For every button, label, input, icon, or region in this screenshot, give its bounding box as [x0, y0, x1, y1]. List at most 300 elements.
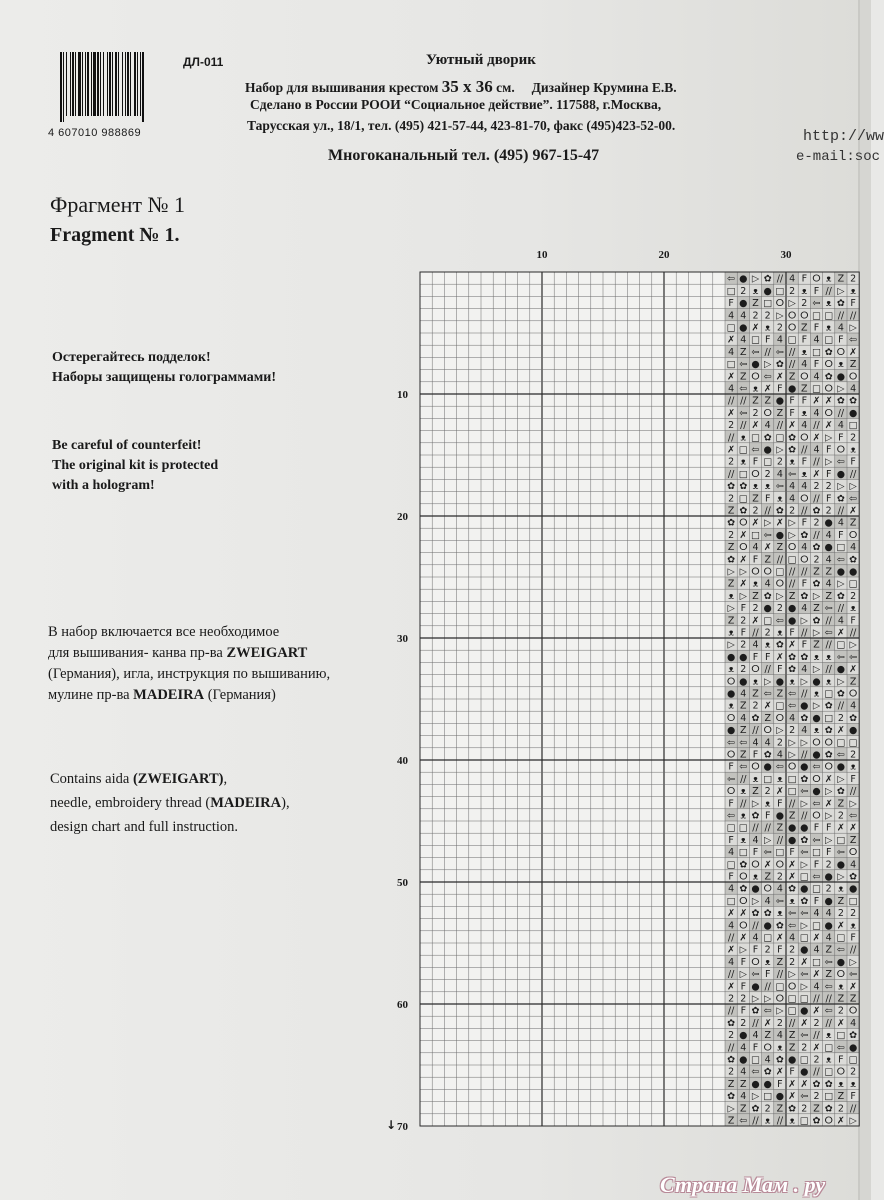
- stitch-symbol: F: [813, 359, 820, 371]
- stitch-symbol: ⵔ: [800, 310, 809, 322]
- stitch-symbol: ᴥ: [764, 798, 771, 810]
- stitch-symbol: ᴥ: [825, 676, 832, 688]
- stitch-symbol: Z: [825, 944, 832, 956]
- stitch-symbol: 4: [801, 542, 808, 554]
- stitch-symbol: ⇦: [763, 688, 772, 700]
- stitch-symbol: ●: [812, 749, 821, 761]
- stitch-symbol: ⇦: [739, 761, 748, 773]
- stitch-symbol: ●: [812, 712, 821, 724]
- stitch-symbol: ⇦: [739, 737, 748, 749]
- stitch-symbol: ⇦: [812, 871, 821, 883]
- stitch-symbol: ●: [726, 651, 736, 663]
- stitch-symbol: ✿: [739, 883, 748, 895]
- stitch-symbol: 4: [813, 981, 820, 993]
- stitch-symbol: ⇦: [812, 798, 821, 810]
- stitch-symbol: ●: [836, 468, 846, 480]
- barcode-bar: [91, 52, 92, 116]
- stitch-symbol: Z: [837, 798, 845, 810]
- stitch-symbol: 4: [850, 383, 857, 395]
- stitch-symbol: 2: [740, 1017, 747, 1029]
- stitch-symbol: ⵔ: [787, 322, 797, 334]
- stitch-symbol: ●: [824, 871, 833, 883]
- stitch-symbol: Z: [740, 371, 747, 383]
- stitch-symbol: //: [801, 627, 808, 639]
- stitch-symbol: Z: [776, 688, 784, 700]
- stitch-symbol: ✗: [849, 981, 858, 993]
- stitch-symbol: □: [775, 285, 785, 297]
- stitch-symbol: //: [788, 1017, 796, 1029]
- stitch-symbol: ⇦: [836, 944, 845, 956]
- stitch-symbol: ⇦: [836, 456, 845, 468]
- stitch-symbol: ᴥ: [764, 481, 771, 493]
- stitch-symbol: ⇦: [775, 895, 784, 907]
- stitch-symbol: 4: [740, 712, 747, 724]
- stitch-symbol: 2: [813, 481, 820, 493]
- stitch-symbol: ✿: [800, 651, 809, 663]
- kit-size-unit: см.: [496, 80, 515, 95]
- stitch-symbol: 2: [837, 908, 844, 920]
- stitch-symbol: □: [763, 298, 773, 310]
- stitch-symbol: ▷: [776, 725, 784, 737]
- stitch-symbol: ▷: [776, 444, 784, 456]
- stitch-symbol: ▷: [727, 1103, 735, 1115]
- stitch-symbol: 4: [776, 468, 783, 480]
- stitch-symbol: 4: [728, 310, 735, 322]
- stitch-symbol: □: [787, 786, 797, 798]
- stitch-symbol: ▷: [788, 298, 796, 310]
- stitch-symbol: ᴥ: [850, 1078, 856, 1090]
- stitch-symbol: ▷: [751, 993, 760, 1005]
- stitch-symbol: 2: [801, 298, 808, 310]
- stitch-symbol: ▷: [764, 993, 772, 1005]
- stitch-symbol: ✗: [836, 1115, 845, 1127]
- stitch-symbol: //: [788, 578, 796, 590]
- stitch-symbol: ▷: [800, 920, 808, 932]
- stitch-symbol: □: [763, 1091, 773, 1103]
- stitch-symbol: ⵔ: [787, 542, 797, 554]
- stitch-symbol: 2: [752, 407, 759, 419]
- stitch-symbol: 4: [813, 944, 820, 956]
- stitch-symbol: F: [764, 651, 771, 663]
- stitch-symbol: □: [812, 883, 821, 895]
- stitch-symbol: 2: [740, 285, 747, 297]
- stitch-symbol: ᴥ: [850, 761, 856, 773]
- stitch-symbol: ✿: [763, 908, 772, 920]
- stitch-symbol: F: [789, 627, 795, 639]
- stitch-symbol: 2: [728, 993, 735, 1005]
- stitch-symbol: ✿: [788, 883, 797, 895]
- stitch-symbol: F: [850, 615, 856, 627]
- stitch-symbol: ✗: [836, 725, 845, 737]
- stitch-symbol: ᴥ: [789, 895, 795, 907]
- barcode-bar: [97, 52, 99, 116]
- stitch-symbol: ✗: [727, 981, 736, 993]
- barcode-bar: [63, 52, 64, 122]
- stitch-symbol: ▷: [788, 749, 796, 761]
- stitch-symbol: ▷: [812, 700, 821, 712]
- warning-line: The original kit is protected: [52, 458, 219, 473]
- stitch-symbol: ᴥ: [825, 1054, 832, 1066]
- stitch-symbol: //: [727, 468, 735, 480]
- stitch-symbol: ✿: [727, 1091, 736, 1103]
- stitch-symbol: 2: [764, 786, 771, 798]
- stitch-symbol: ✗: [739, 908, 748, 920]
- stitch-symbol: 2: [813, 1054, 820, 1066]
- barcode-bar: [107, 52, 108, 116]
- barcode-bar: [109, 52, 111, 116]
- stitch-symbol: ⇦: [849, 810, 858, 822]
- stitch-symbol: 4: [728, 847, 735, 859]
- stitch-symbol: □: [799, 932, 809, 944]
- stitch-symbol: ▷: [739, 944, 747, 956]
- stitch-symbol: □: [775, 847, 785, 859]
- stitch-symbol: ●: [800, 1066, 809, 1078]
- stitch-symbol: 4: [764, 420, 771, 432]
- stitch-symbol: ✗: [727, 944, 736, 956]
- stitch-symbol: //: [825, 615, 832, 627]
- stitch-symbol: ✗: [812, 969, 821, 981]
- stitch-symbol: □: [763, 932, 773, 944]
- stitch-symbol: //: [764, 664, 771, 676]
- stitch-symbol: ⵔ: [751, 956, 760, 968]
- stitch-symbol: ✗: [775, 1066, 784, 1078]
- stitch-symbol: Z: [727, 615, 735, 627]
- stitch-symbol: ⇦: [824, 956, 833, 968]
- stitch-symbol: //: [776, 834, 784, 846]
- stitch-symbol: ᴥ: [777, 493, 783, 505]
- stitch-symbol: ●: [824, 542, 833, 554]
- stitch-symbol: F: [752, 651, 759, 663]
- stitch-symbol: ✿: [763, 273, 772, 285]
- stitch-symbol: 4: [825, 578, 832, 590]
- manufacturer-line: Сделано в России РООИ “Социальное действие”. 117588, г.Москва,: [250, 97, 662, 112]
- stitch-symbol: ●: [775, 1091, 785, 1103]
- stitch-symbol: ᴥ: [850, 603, 856, 615]
- stitch-symbol: Z: [776, 542, 784, 554]
- stitch-symbol: 4: [801, 725, 808, 737]
- stitch-symbol: ●: [726, 688, 736, 700]
- stitch-symbol: ●: [787, 603, 797, 615]
- stitch-symbol: □: [836, 834, 846, 846]
- stitch-symbol: ✗: [824, 395, 833, 407]
- contents-text: ),: [281, 795, 290, 811]
- stitch-symbol: ✗: [836, 920, 845, 932]
- stitch-symbol: //: [727, 432, 735, 444]
- stitch-symbol: ●: [800, 883, 809, 895]
- stitch-symbol: ⵔ: [775, 859, 785, 871]
- warning-line: with a hologram!: [52, 478, 155, 493]
- stitch-symbol: □: [726, 285, 736, 297]
- stitch-symbol: ⇦: [775, 761, 784, 773]
- stitch-symbol: ⵔ: [775, 578, 785, 590]
- stitch-symbol: F: [764, 334, 771, 346]
- stitch-symbol: ●: [763, 1078, 772, 1090]
- stitch-symbol: ⵔ: [836, 444, 846, 456]
- stitch-symbol: 4: [837, 517, 844, 529]
- stitch-symbol: 2: [813, 1017, 820, 1029]
- stitch-symbol: ●: [800, 822, 809, 834]
- stitch-symbol: ●: [800, 1005, 809, 1017]
- stitch-symbol: F: [752, 554, 759, 566]
- stitch-symbol: Z: [727, 505, 735, 517]
- stitch-symbol: ⇦: [849, 493, 858, 505]
- stitch-symbol: ✿: [727, 517, 736, 529]
- barcode-bar: [75, 52, 76, 116]
- stitch-symbol: ▷: [825, 834, 833, 846]
- stitch-symbol: □: [751, 334, 760, 346]
- stitch-symbol: ⵔ: [800, 432, 809, 444]
- stitch-symbol: ▷: [764, 676, 772, 688]
- stitch-symbol: ●: [739, 273, 748, 285]
- barcode-bar: [72, 52, 74, 116]
- stitch-symbol: □: [726, 322, 736, 334]
- stitch-symbol: ⇦: [727, 737, 736, 749]
- stitch-symbol: //: [740, 395, 747, 407]
- stitch-symbol: //: [849, 786, 857, 798]
- stitch-symbol: ✿: [763, 432, 772, 444]
- stitch-symbol: ✗: [800, 1017, 809, 1029]
- stitch-symbol: F: [825, 847, 832, 859]
- stitch-symbol: ⇦: [824, 603, 833, 615]
- stitch-symbol: //: [825, 285, 832, 297]
- brand-zweigart: (ZWEIGART): [132, 771, 224, 787]
- warning-line: Остерегайтесь подделок!: [52, 350, 211, 365]
- stitch-symbol: ⇦: [800, 908, 809, 920]
- stitch-symbol: ⇦: [849, 334, 858, 346]
- stitch-symbol: ✗: [775, 517, 784, 529]
- stitch-symbol: F: [838, 432, 844, 444]
- stitch-symbol: ▷: [849, 956, 857, 968]
- stitch-symbol: ▷: [837, 383, 845, 395]
- stitch-symbol: ✿: [849, 871, 858, 883]
- stitch-symbol: Z: [825, 590, 832, 602]
- stitch-symbol: ▷: [849, 639, 857, 651]
- stitch-symbol: ✿: [812, 615, 821, 627]
- stitch-symbol: ⵔ: [824, 407, 833, 419]
- stitch-symbol: 4: [801, 664, 808, 676]
- stitch-symbol: ✗: [788, 639, 797, 651]
- stitch-symbol: 4: [740, 1066, 747, 1078]
- stitch-symbol: ●: [751, 359, 760, 371]
- stitch-symbol: F: [801, 395, 808, 407]
- stitch-symbol: F: [728, 834, 734, 846]
- stitch-symbol: 2: [850, 1066, 857, 1078]
- brand-zweigart: ZWEIGART: [226, 645, 308, 661]
- stitch-symbol: ✗: [812, 1042, 821, 1054]
- stitch-symbol: 2: [789, 285, 796, 297]
- stitch-symbol: □: [824, 1042, 834, 1054]
- stitch-symbol: 2: [789, 944, 796, 956]
- stitch-symbol: ⵔ: [848, 847, 858, 859]
- stitch-symbol: ᴥ: [789, 676, 795, 688]
- kit-title: Уютный дворик: [426, 52, 536, 68]
- stitch-symbol: 4: [728, 956, 735, 968]
- contents-text: needle, embroidery thread (: [50, 795, 211, 811]
- stitch-symbol: ᴥ: [740, 810, 747, 822]
- stitch-symbol: //: [788, 359, 796, 371]
- stitch-symbol: ✗: [739, 554, 748, 566]
- stitch-symbol: ᴥ: [838, 1078, 844, 1090]
- stitch-symbol: //: [837, 310, 845, 322]
- stitch-symbol: □: [812, 346, 821, 358]
- stitch-symbol: //: [837, 407, 845, 419]
- stitch-symbol: ✗: [763, 1017, 772, 1029]
- stitch-symbol: ⵔ: [787, 310, 797, 322]
- stitch-symbol: 2: [813, 554, 820, 566]
- stitch-symbol: Z: [764, 712, 771, 724]
- barcode-bar: [78, 52, 81, 116]
- barcode-bar: [60, 52, 62, 122]
- stitch-symbol: 2: [776, 1017, 783, 1029]
- stitch-symbol: □: [836, 932, 846, 944]
- stitch-symbol: Z: [813, 1103, 820, 1115]
- stitch-symbol: ✿: [800, 712, 809, 724]
- stitch-symbol: Z: [752, 493, 759, 505]
- stitch-symbol: 4: [728, 383, 735, 395]
- stitch-symbol: Z: [849, 676, 857, 688]
- stitch-symbol: F: [825, 493, 832, 505]
- stitch-symbol: □: [787, 993, 797, 1005]
- stitch-symbol: 4: [740, 310, 747, 322]
- stitch-symbol: ⵔ: [836, 346, 846, 358]
- stitch-symbol: ᴥ: [728, 627, 734, 639]
- stitch-symbol: F: [813, 859, 820, 871]
- stitch-symbol: ●: [836, 761, 846, 773]
- stitch-symbol: □: [812, 847, 821, 859]
- stitch-symbol: ⇦: [751, 346, 760, 358]
- stitch-symbol: ᴥ: [752, 773, 759, 785]
- stitch-symbol: ⇦: [800, 847, 809, 859]
- stitch-symbol: 4: [728, 346, 735, 358]
- contents-line: [48, 643, 330, 664]
- stitch-symbol: ✗: [751, 517, 760, 529]
- stitch-symbol: F: [813, 285, 820, 297]
- stitch-symbol: ⇦: [763, 529, 772, 541]
- stitch-symbol: ✗: [849, 505, 858, 517]
- contents-text: для вышивания- канва пр-ва: [48, 645, 227, 661]
- stitch-symbol: ●: [763, 761, 772, 773]
- barcode-bar: [134, 52, 136, 116]
- stitch-symbol: 2: [728, 1066, 735, 1078]
- stitch-symbol: Z: [764, 871, 771, 883]
- stitch-symbol: 2: [825, 859, 832, 871]
- stitch-symbol: Z: [752, 786, 759, 798]
- stitch-symbol: 2: [837, 712, 844, 724]
- stitch-symbol: ▷: [800, 737, 808, 749]
- stitch-symbol: ᴥ: [764, 639, 771, 651]
- stitch-symbol: ✗: [775, 786, 784, 798]
- stitch-symbol: 4: [776, 749, 783, 761]
- stitch-symbol: F: [740, 603, 747, 615]
- stitch-symbol: Z: [813, 603, 820, 615]
- stitch-symbol: □: [836, 542, 846, 554]
- stitch-symbol: ●: [812, 676, 821, 688]
- stitch-symbol: ⵔ: [763, 725, 772, 737]
- next-page-edge: [860, 0, 871, 1200]
- barcode-bar: [70, 52, 71, 116]
- stitch-symbol: □: [824, 1091, 834, 1103]
- stitch-symbol: ▷: [776, 590, 784, 602]
- stitch-symbol: Z: [727, 1078, 735, 1090]
- stitch-symbol: ✗: [763, 859, 772, 871]
- stitch-symbol: 4: [801, 420, 808, 432]
- stitch-symbol: ᴥ: [728, 700, 734, 712]
- stitch-symbol: ✿: [739, 505, 748, 517]
- stitch-symbol: □: [726, 822, 736, 834]
- stitch-symbol: ✿: [836, 786, 845, 798]
- stitch-symbol: 4: [837, 420, 844, 432]
- stitch-symbol: □: [812, 956, 821, 968]
- stitch-symbol: ⇦: [727, 810, 736, 822]
- stitch-symbol: ⇦: [849, 651, 858, 663]
- stitch-symbol: F: [728, 298, 734, 310]
- stitch-symbol: ▷: [825, 432, 833, 444]
- stitch-symbol: ✿: [727, 1017, 736, 1029]
- stitch-symbol: □: [824, 1066, 834, 1078]
- stitch-symbol: //: [740, 420, 747, 432]
- stitch-symbol: 4: [740, 1042, 747, 1054]
- stitch-symbol: □: [812, 383, 821, 395]
- stitch-symbol: ⇦: [751, 444, 760, 456]
- stitch-symbol: //: [788, 798, 796, 810]
- stitch-symbol: □: [751, 432, 760, 444]
- stitch-symbol: //: [727, 1005, 735, 1017]
- stitch-symbol: ✿: [775, 1054, 784, 1066]
- stitch-symbol: F: [801, 456, 808, 468]
- stitch-symbol: //: [776, 273, 784, 285]
- stitch-symbol: //: [813, 456, 820, 468]
- stitch-symbol: Z: [727, 542, 735, 554]
- stitch-symbol: ⵔ: [848, 1005, 858, 1017]
- contents-line: (Германия), игла, инструкция по вышиванию,: [48, 666, 331, 682]
- stitch-symbol: ᴥ: [752, 285, 759, 297]
- stitch-symbol: //: [849, 468, 857, 480]
- stitch-symbol: ✿: [824, 346, 833, 358]
- stitch-symbol: ●: [739, 1030, 748, 1042]
- stitch-symbol: ⵔ: [848, 688, 858, 700]
- stitch-symbol: //: [849, 310, 857, 322]
- stitch-symbol: 4: [740, 334, 747, 346]
- stitch-symbol: F: [777, 1078, 783, 1090]
- stitch-symbol: ●: [739, 322, 748, 334]
- stitch-symbol: ⇦: [836, 554, 845, 566]
- stitch-symbol: ✗: [763, 383, 772, 395]
- stitch-symbol: Z: [849, 517, 857, 529]
- stitch-symbol: ✿: [763, 749, 772, 761]
- stitch-symbol: F: [789, 407, 795, 419]
- stitch-symbol: ✿: [824, 700, 833, 712]
- stitch-symbol: ▷: [788, 517, 796, 529]
- stitch-symbol: ✗: [751, 322, 760, 334]
- stitch-symbol: ▷: [812, 590, 821, 602]
- stitch-symbol: ▷: [825, 786, 833, 798]
- stitch-symbol: 2: [764, 310, 771, 322]
- stitch-symbol: F: [838, 1054, 844, 1066]
- stitch-symbol: Z: [727, 1115, 735, 1127]
- stitch-symbol: ✿: [800, 529, 809, 541]
- stitch-symbol: Z: [740, 1078, 747, 1090]
- stitch-symbol: ✿: [812, 542, 821, 554]
- stitch-symbol: 4: [813, 407, 820, 419]
- stitch-symbol: F: [801, 273, 808, 285]
- contents-line: [48, 685, 330, 706]
- stitch-symbol: ᴥ: [825, 651, 832, 663]
- stitch-symbol: //: [727, 395, 735, 407]
- stitch-symbol: F: [801, 639, 808, 651]
- stitch-symbol: //: [837, 505, 845, 517]
- column-label: 10: [536, 249, 548, 261]
- stitch-symbol: Z: [764, 1030, 771, 1042]
